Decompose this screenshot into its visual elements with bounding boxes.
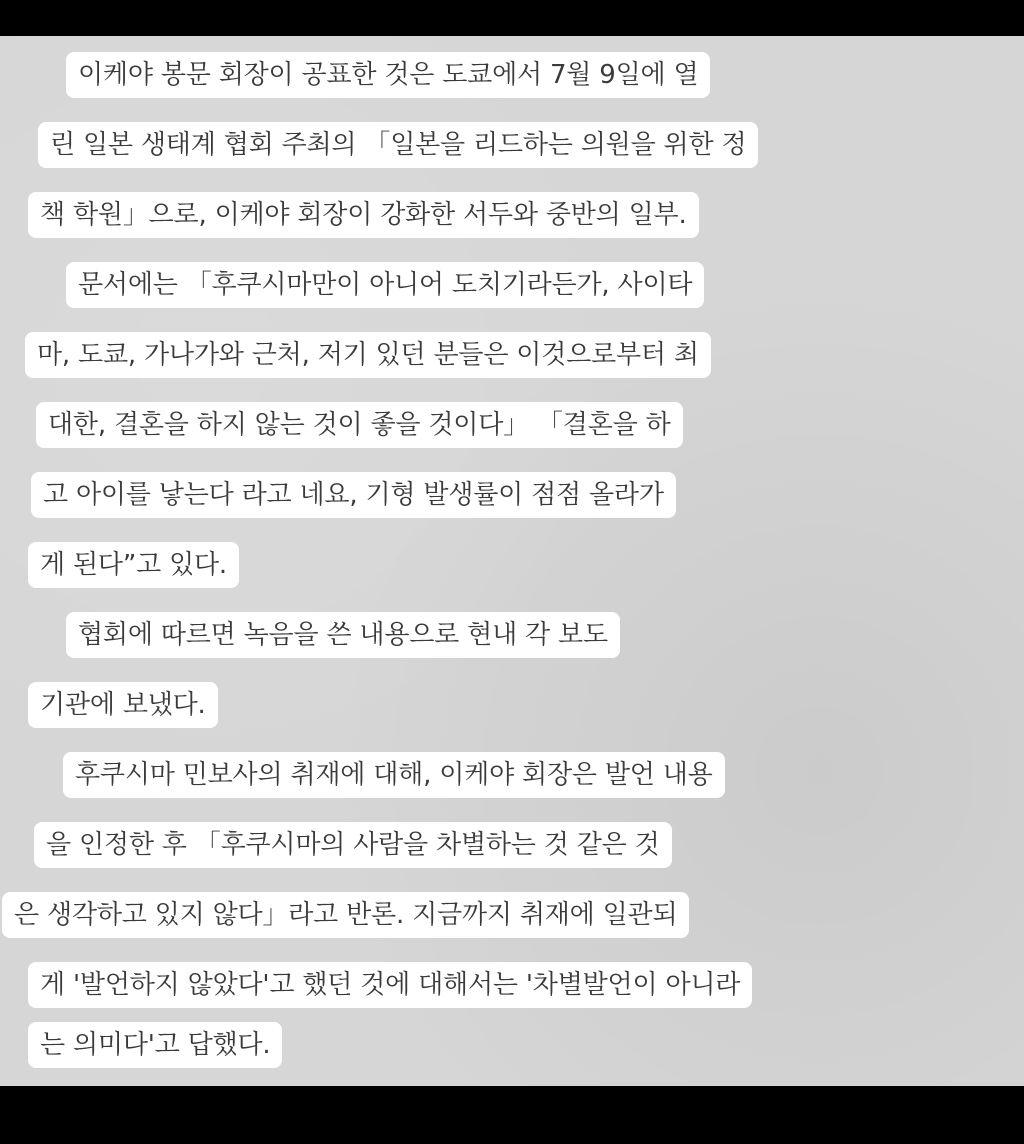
document-scan	[0, 36, 1024, 1086]
text-line-10: 기관에 보냈다.	[28, 682, 218, 728]
top-black-bar	[0, 0, 1024, 36]
text-line-6: 대한, 결혼을 하지 않는 것이 좋을 것이다」 「결혼을 하	[36, 402, 683, 448]
text-line-8: 게 된다”고 있다.	[28, 542, 239, 588]
text-line-13: 은 생각하고 있지 않다」라고 반론. 지금까지 취재에 일관되	[2, 892, 689, 938]
text-line-2: 린 일본 생태계 협회 주최의 「일본을 리드하는 의원을 위한 정	[38, 122, 758, 168]
text-line-9: 협회에 따르면 녹음을 쓴 내용으로 현내 각 보도	[66, 612, 620, 658]
text-line-4: 문서에는 「후쿠시마만이 아니어 도치기라든가, 사이타	[66, 262, 704, 308]
text-line-12: 을 인정한 후 「후쿠시마의 사람을 차별하는 것 같은 것	[34, 822, 672, 868]
text-line-3: 책 학원」으로, 이케야 회장이 강화한 서두와 중반의 일부.	[28, 192, 699, 238]
text-line-1: 이케야 봉문 회장이 공표한 것은 도쿄에서 7월 9일에 열	[66, 52, 710, 98]
text-line-15: 는 의미다'고 답했다.	[28, 1022, 282, 1068]
text-line-5: 마, 도쿄, 가나가와 근처, 저기 있던 분들은 이것으로부터 최	[25, 332, 711, 378]
text-line-11: 후쿠시마 민보사의 취재에 대해, 이케야 회장은 발언 내용	[63, 752, 725, 798]
text-line-7: 고 아이를 낳는다 라고 네요, 기형 발생률이 점점 올라가	[31, 472, 676, 518]
bottom-black-bar	[0, 1086, 1024, 1144]
text-line-14: 게 '발언하지 않았다'고 했던 것에 대해서는 '차별발언이 아니라	[28, 962, 752, 1008]
